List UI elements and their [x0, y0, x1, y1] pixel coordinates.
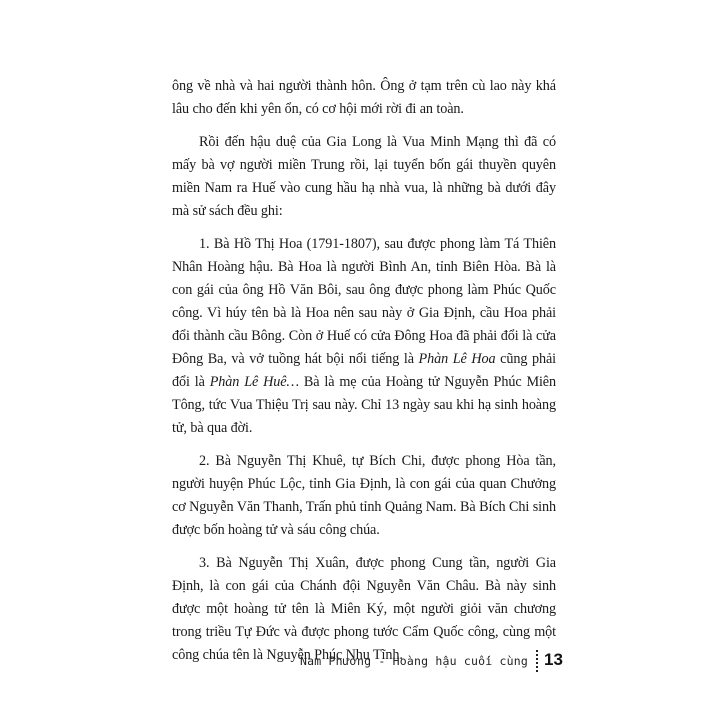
- paragraph-item-1: [172, 233, 556, 440]
- running-title: Nam Phương - Hoàng hậu cuối cùng: [300, 654, 528, 668]
- item-1-text-c: Bà là mẹ của Hoàng tử Nguyễn Phúc Miên Tông, tức Vua Thiệu Trị sau này. Chỉ 13 ngày sau khi hạ sinh hoàng tử, bà qua đời.: [172, 374, 557, 436]
- paragraph-continuation: ông về nhà và hai người thành hôn. Ông ở tạm trên cù lao này khá lâu cho đến khi yên ổn, có cơ hội mới rời đi an toàn.: [172, 78, 556, 117]
- page-footer: [300, 650, 570, 674]
- paragraph-item-3: 3. Bà Nguyễn Thị Xuân, được phong Cung tần, người Gia Định, là con gái của Chánh đội Nguyễn Văn Châu. Bà này sinh được một hoàng tử tên là Miên Ký, một người giỏi văn chương trong triều Tự Đức và được phong tước Cẩm Quốc công, cùng một công chúa tên là Nguyễn Phúc Nhu Tĩnh.: [172, 555, 556, 663]
- page-number: 13: [544, 650, 563, 669]
- item-1-text-a: 1. Bà Hồ Thị Hoa (1791-1807), sau được phong làm Tá Thiên Nhân Hoàng hậu. Bà Hoa là người Bình An, tỉnh Biên Hòa. Bà là con gái của ông Hồ Văn Bôi, sau ông được phong làm Phúc Quốc công. Vì húy tên bà là Hoa nên sau này ở Gia Định, cầu Hoa phải đổi thành cầu Bông. Còn ở Huế có cửa Đông Hoa đã phải đổi là cửa Đông Ba, và vở tuồng hát bội nổi tiếng là: [172, 236, 556, 367]
- footer-divider: [536, 650, 538, 672]
- item-1-title-renamed: Phàn Lê Huê…: [209, 374, 299, 390]
- item-1-title-original: Phàn Lê Hoa: [418, 351, 496, 367]
- paragraph-intro: Rồi đến hậu duệ của Gia Long là Vua Minh Mạng thì đã có mấy bà vợ người miền Trung rồi, lại tuyển bốn gái thuyền quyên miền Nam ra Huế vào cung hầu hạ nhà vua, là những bà dưới đây mà sử sách đều ghi:: [172, 134, 556, 219]
- body-text: [172, 75, 556, 677]
- paragraph-item-2: 2. Bà Nguyễn Thị Khuê, tự Bích Chi, được phong Hòa tần, người huyện Phúc Lộc, tỉnh Gia Định, là con gái của quan Chưởng cơ Nguyễn Văn Thanh, Trấn phủ tỉnh Quảng Nam. Bà Bích Chi sinh được bốn hoàng tử và sáu công chúa.: [172, 453, 556, 538]
- item-1-text-b: cũng phải đổi là: [172, 351, 556, 390]
